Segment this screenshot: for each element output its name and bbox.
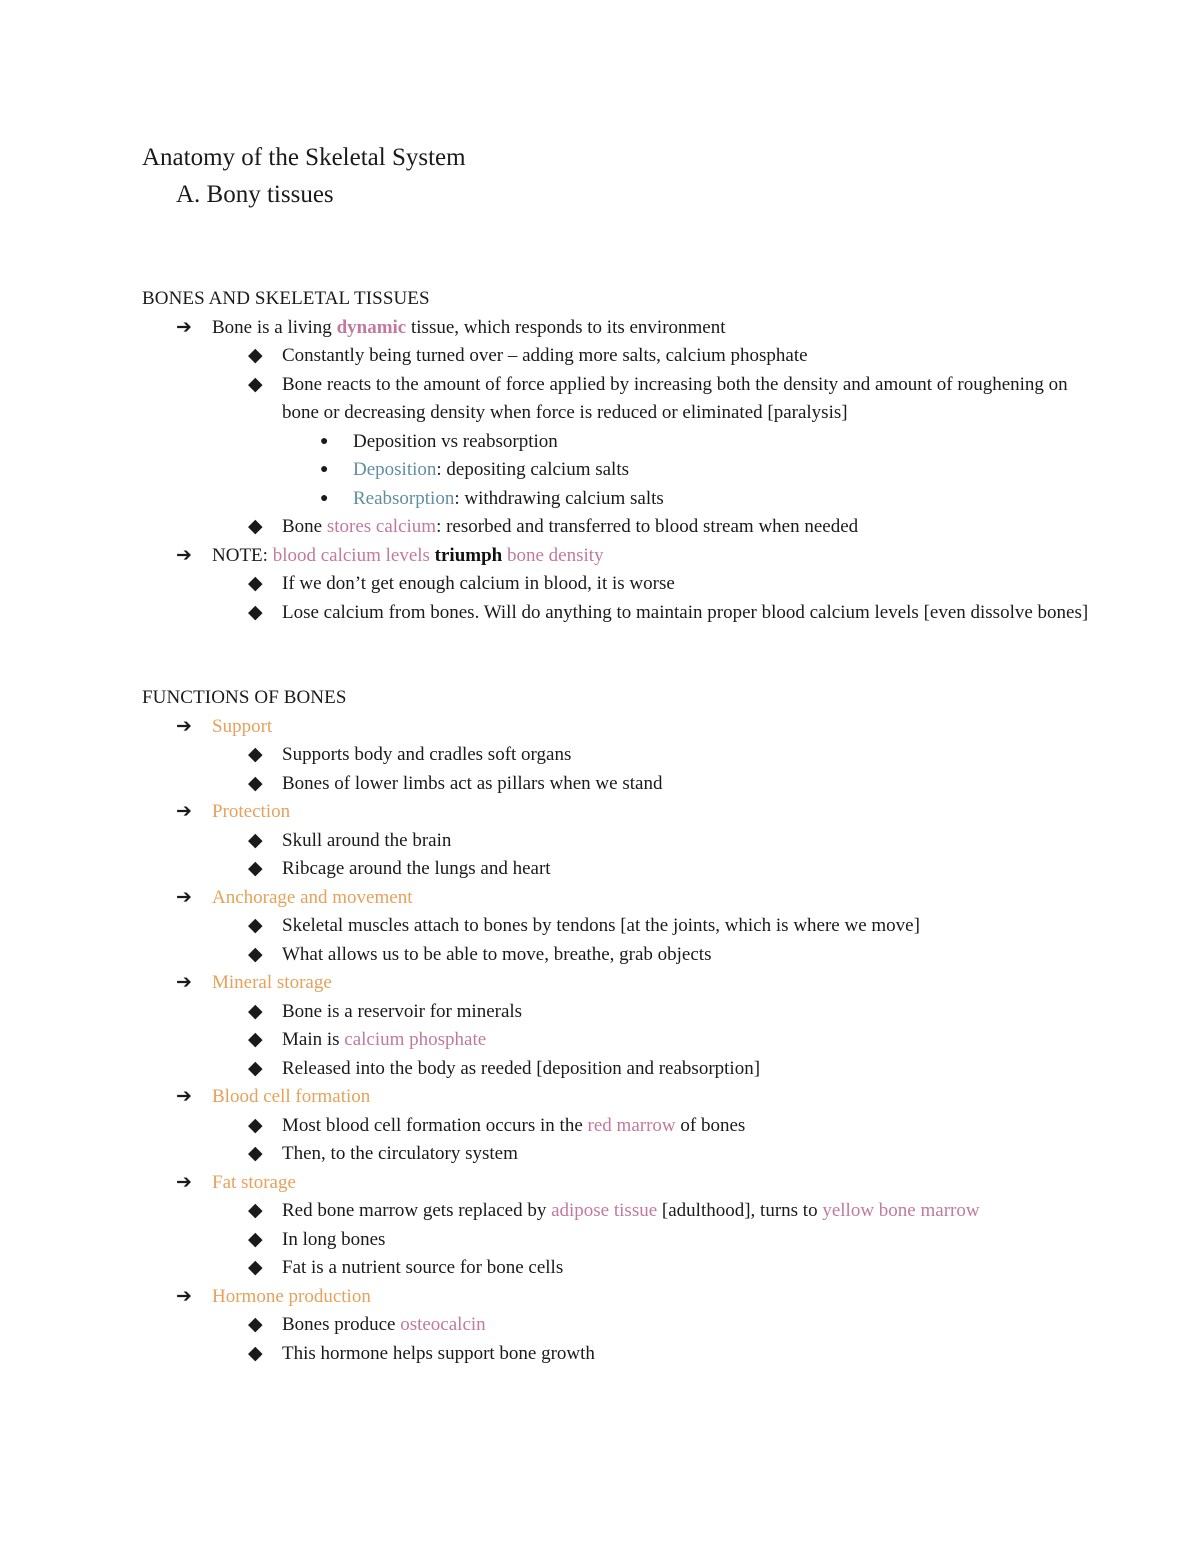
- diamond-bullet-icon: ◆: [248, 1228, 263, 1250]
- text: Bone is a reservoir for minerals: [282, 1000, 523, 1022]
- text: This hormone helps support bone growth: [282, 1342, 595, 1364]
- text: Main is: [282, 1029, 345, 1050]
- list-item: [142, 1311, 1102, 1340]
- text: Bones of lower limbs act as pillars when we stand: [282, 772, 663, 794]
- diamond-bullet-icon: ◆: [248, 373, 263, 395]
- text: Skull around the brain: [282, 829, 452, 851]
- text: If we don’t get enough calcium in blood, it is worse: [282, 573, 675, 594]
- list-item: [142, 770, 1102, 799]
- highlight-term: calcium phosphate: [344, 1029, 487, 1050]
- list-item: [142, 1283, 1102, 1312]
- diamond-bullet-icon: ◆: [248, 1200, 263, 1221]
- text: Skeletal muscles attach to bones by tendons [at the joints, which is where we move]: [282, 915, 920, 936]
- dot-bullet-icon: ●: [320, 433, 329, 449]
- list-item: [142, 1197, 1102, 1226]
- highlight-term: adipose tissue: [551, 1200, 658, 1221]
- arrow-bullet-icon: ➔: [176, 1285, 192, 1307]
- text: What allows us to be able to move, breathe, grab objects: [282, 943, 712, 965]
- section-heading: FUNCTIONS OF BONES: [142, 687, 347, 708]
- text: Deposition vs reabsorption: [353, 430, 558, 452]
- arrow-bullet-icon: ➔: [176, 1171, 192, 1193]
- list-item: [142, 713, 1102, 742]
- list-item: [142, 798, 1102, 827]
- diamond-bullet-icon: ◆: [248, 601, 263, 623]
- text: Released into the body as reeded [deposition and reabsorption]: [282, 1057, 761, 1079]
- list-item: [142, 1055, 1102, 1084]
- highlight-term: dynamic: [336, 316, 407, 338]
- list-item: [142, 1083, 1102, 1112]
- diamond-bullet-icon: ◆: [248, 829, 263, 851]
- list-item: [142, 941, 1102, 970]
- function-label: Anchorage and movement: [212, 886, 413, 908]
- text: Bones produce: [282, 1314, 401, 1335]
- document-title: Anatomy of the Skeletal System: [142, 144, 466, 171]
- diamond-bullet-icon: ◆: [248, 1143, 263, 1164]
- text: Then, to the circulatory system: [282, 1143, 518, 1164]
- text: Bone: [282, 516, 327, 537]
- list-item: [142, 998, 1102, 1027]
- text: In long bones: [282, 1228, 386, 1250]
- section-heading: BONES AND SKELETAL TISSUES: [142, 288, 430, 309]
- diamond-bullet-icon: ◆: [248, 858, 263, 879]
- function-label: Hormone production: [212, 1285, 371, 1307]
- list-item: [142, 1140, 1102, 1169]
- list-item: [142, 371, 1102, 428]
- highlight-term: Deposition: [353, 459, 437, 480]
- list-item: [142, 456, 1102, 485]
- function-label: Blood cell formation: [212, 1086, 371, 1107]
- list-item: [142, 884, 1102, 913]
- list-item: [142, 1169, 1102, 1198]
- highlight-term: red marrow: [587, 1114, 676, 1136]
- diamond-bullet-icon: ◆: [248, 772, 263, 794]
- dot-bullet-icon: ●: [320, 490, 329, 506]
- text: Bone reacts to the amount of force applied by increasing both the density and amount of roughening on bone or decreasing density when force is reduced or eliminated [paralysis]: [282, 373, 1068, 423]
- function-label: Protection: [212, 801, 291, 822]
- text: Supports body and cradles soft organs: [282, 744, 572, 765]
- arrow-bullet-icon: ➔: [176, 544, 192, 566]
- list-item: [142, 513, 1102, 542]
- highlight-term: Reabsorption: [353, 487, 455, 509]
- diamond-bullet-icon: ◆: [248, 1114, 263, 1136]
- diamond-bullet-icon: ◆: [248, 345, 263, 366]
- diamond-bullet-icon: ◆: [248, 943, 263, 965]
- diamond-bullet-icon: ◆: [248, 1000, 263, 1022]
- list-item: [142, 599, 1102, 628]
- highlight-term: yellow bone marrow: [822, 1200, 980, 1221]
- diamond-bullet-icon: ◆: [248, 1057, 263, 1079]
- list-item: [142, 827, 1102, 856]
- arrow-bullet-icon: ➔: [176, 1086, 192, 1107]
- diamond-bullet-icon: ◆: [248, 1029, 263, 1050]
- diamond-bullet-icon: ◆: [248, 516, 263, 537]
- list-item: [142, 1226, 1102, 1255]
- list-item: [142, 1254, 1102, 1283]
- text: of bones: [675, 1114, 746, 1136]
- list-item: [142, 1340, 1102, 1369]
- function-label: Fat storage: [212, 1171, 296, 1193]
- bold-term: triumph: [434, 544, 503, 566]
- list-item: [142, 342, 1102, 371]
- highlight-term: bone density: [507, 544, 604, 566]
- arrow-bullet-icon: ➔: [176, 972, 192, 993]
- section-bones-and-skeletal-tissues: [142, 285, 1102, 627]
- list-item: [142, 428, 1102, 457]
- function-label: Mineral storage: [212, 972, 332, 993]
- text: Bone is a living: [212, 316, 337, 338]
- function-label: Support: [212, 715, 273, 737]
- diamond-bullet-icon: ◆: [248, 915, 263, 936]
- text: [adulthood], turns to: [657, 1200, 823, 1221]
- text: Ribcage around the lungs and heart: [282, 858, 551, 879]
- text: NOTE:: [212, 544, 273, 566]
- highlight-term: stores calcium: [326, 516, 437, 537]
- arrow-bullet-icon: ➔: [176, 715, 192, 737]
- text: : resorbed and transferred to blood stream when needed: [436, 516, 859, 537]
- text: : depositing calcium salts: [436, 459, 629, 480]
- list-item: [142, 741, 1102, 770]
- dot-bullet-icon: ●: [320, 462, 329, 477]
- diamond-bullet-icon: ◆: [248, 1257, 263, 1278]
- diamond-bullet-icon: ◆: [248, 744, 263, 765]
- arrow-bullet-icon: ➔: [176, 886, 192, 908]
- list-item: [142, 570, 1102, 599]
- list-item: [142, 542, 1102, 571]
- diamond-bullet-icon: ◆: [248, 1314, 263, 1335]
- diamond-bullet-icon: ◆: [248, 573, 263, 594]
- list-item: [142, 485, 1102, 514]
- text: Most blood cell formation occurs in the: [282, 1114, 588, 1136]
- list-item: [142, 1112, 1102, 1141]
- list-item: [142, 969, 1102, 998]
- arrow-bullet-icon: ➔: [176, 316, 192, 338]
- text: : withdrawing calcium salts: [454, 487, 664, 509]
- list-item: [142, 1026, 1102, 1055]
- document-subtitle: A. Bony tissues: [176, 181, 334, 208]
- diamond-bullet-icon: ◆: [248, 1342, 263, 1364]
- arrow-bullet-icon: ➔: [176, 801, 192, 822]
- text: Fat is a nutrient source for bone cells: [282, 1257, 564, 1278]
- list-item: [142, 314, 1102, 343]
- text: tissue, which responds to its environment: [406, 316, 726, 338]
- text: Lose calcium from bones. Will do anything to maintain proper blood calcium levels [even dissolve bones]: [282, 601, 1089, 623]
- list-item: [142, 912, 1102, 941]
- highlight-term: osteocalcin: [400, 1314, 486, 1335]
- text: Constantly being turned over – adding more salts, calcium phosphate: [282, 345, 808, 366]
- section-functions-of-bones: [142, 684, 1102, 1368]
- highlight-term: blood calcium levels: [272, 544, 430, 566]
- text: Red bone marrow gets replaced by: [282, 1200, 552, 1221]
- list-item: [142, 855, 1102, 884]
